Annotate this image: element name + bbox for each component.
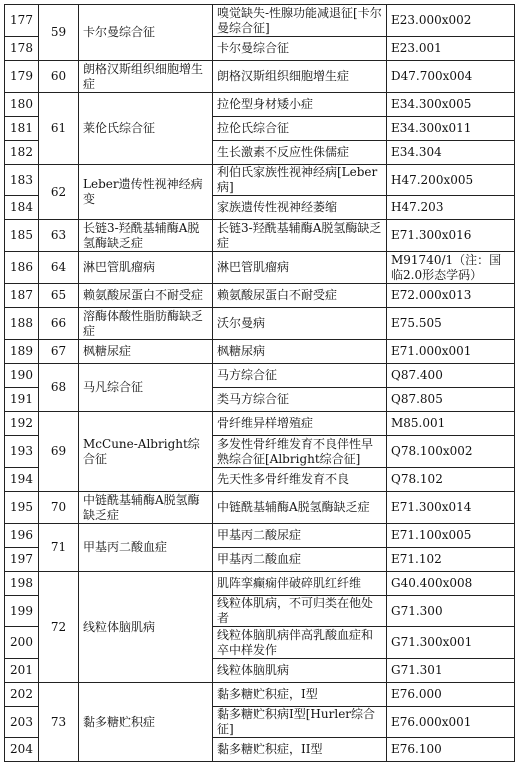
row-number: 180 (5, 93, 39, 117)
disease-number: 59 (39, 5, 79, 61)
disease-number: 63 (39, 220, 79, 252)
diagnosis-code: G71.301 (387, 659, 515, 683)
table-row (5, 340, 515, 364)
diagnosis-name: 线粒体脑肌病伴高乳酸血症和卒中样发作 (213, 627, 387, 659)
diagnosis-code: E75.505 (387, 308, 515, 340)
row-number: 193 (5, 436, 39, 468)
row-number: 192 (5, 412, 39, 436)
diagnosis-code: E23.001 (387, 37, 515, 61)
disease-name: McCune-Albright综合征 (79, 412, 213, 492)
disease-name: 甲基丙二酸血症 (79, 524, 213, 572)
disease-name: 卡尔曼综合征 (79, 5, 213, 61)
diagnosis-code: E71.100x005 (387, 524, 515, 548)
diagnosis-code: E71.102 (387, 548, 515, 572)
disease-name: 枫糖尿症 (79, 340, 213, 364)
diagnosis-code: Q87.805 (387, 388, 515, 412)
diagnosis-code: E71.000x001 (387, 340, 515, 364)
disease-number: 68 (39, 364, 79, 412)
table-row (5, 683, 515, 707)
disease-name: 黏多糖贮积症 (79, 683, 213, 762)
diagnosis-code: E34.304 (387, 141, 515, 165)
diagnosis-name: 拉伦氏综合征 (213, 117, 387, 141)
disease-number: 73 (39, 683, 79, 762)
diagnosis-name: 线粒体肌病，不可归类在他处者 (213, 596, 387, 627)
diagnosis-name: 卡尔曼综合征 (213, 37, 387, 61)
diagnosis-name: 中链酰基辅酶A脱氢酶缺乏症 (213, 492, 387, 524)
disease-number: 64 (39, 252, 79, 284)
diagnosis-name: 嗅觉缺失-性腺功能减退征[卡尔曼综合征] (213, 5, 387, 37)
table-row (5, 61, 515, 93)
row-number: 199 (5, 596, 39, 627)
diagnosis-code: G40.400x008 (387, 572, 515, 596)
row-number: 182 (5, 141, 39, 165)
diagnosis-code: E23.000x002 (387, 5, 515, 37)
disease-name: 马凡综合征 (79, 364, 213, 412)
diagnosis-name: 甲基丙二酸尿症 (213, 524, 387, 548)
diagnosis-name: 骨纤维异样增殖症 (213, 412, 387, 436)
table-row (5, 284, 515, 308)
diagnosis-name: 甲基丙二酸血症 (213, 548, 387, 572)
diagnosis-code: E34.300x011 (387, 117, 515, 141)
diagnosis-name: 生长激素不反应性侏儒症 (213, 141, 387, 165)
table-row (5, 165, 515, 196)
row-number: 197 (5, 548, 39, 572)
diagnosis-name: 朗格汉斯组织细胞增生症 (213, 61, 387, 93)
diagnosis-name: 黏多糖贮积病I型[Hurler综合征] (213, 707, 387, 738)
row-number: 178 (5, 37, 39, 61)
diagnosis-name: 拉伦型身材矮小症 (213, 93, 387, 117)
diagnosis-code: H47.203 (387, 196, 515, 220)
disease-number: 60 (39, 61, 79, 93)
disease-name: 赖氨酸尿蛋白不耐受症 (79, 284, 213, 308)
diagnosis-name: 黏多糖贮积症，II型 (213, 738, 387, 762)
diagnosis-name: 枫糖尿病 (213, 340, 387, 364)
row-number: 179 (5, 61, 39, 93)
diagnosis-name: 黏多糖贮积症，I型 (213, 683, 387, 707)
disease-number: 62 (39, 165, 79, 220)
diagnosis-name: 淋巴管肌瘤病 (213, 252, 387, 284)
diagnosis-code: E71.300x014 (387, 492, 515, 524)
table-row (5, 93, 515, 117)
table-row (5, 492, 515, 524)
row-number: 190 (5, 364, 39, 388)
row-number: 198 (5, 572, 39, 596)
disease-name: 中链酰基辅酶A脱氢酶缺乏症 (79, 492, 213, 524)
diagnosis-code: Q78.102 (387, 468, 515, 492)
diagnosis-code: M91740/1（注：国临2.0形态学码） (387, 252, 515, 284)
row-number: 202 (5, 683, 39, 707)
table-row (5, 5, 515, 37)
disease-name: 线粒体脑肌病 (79, 572, 213, 683)
disease-number: 66 (39, 308, 79, 340)
disease-name: Leber遗传性视神经病变 (79, 165, 213, 220)
table-row (5, 572, 515, 596)
row-number: 183 (5, 165, 39, 196)
diagnosis-name: 线粒体脑肌病 (213, 659, 387, 683)
diagnosis-name: 利伯氏家族性视神经病[Leber病] (213, 165, 387, 196)
row-number: 194 (5, 468, 39, 492)
diagnosis-code: H47.200x005 (387, 165, 515, 196)
diagnosis-code: Q87.400 (387, 364, 515, 388)
diagnosis-code: Q78.100x002 (387, 436, 515, 468)
disease-number: 69 (39, 412, 79, 492)
table-row (5, 364, 515, 388)
diagnosis-code: E34.300x005 (387, 93, 515, 117)
disease-number: 70 (39, 492, 79, 524)
row-number: 186 (5, 252, 39, 284)
diagnosis-name: 类马方综合征 (213, 388, 387, 412)
row-number: 189 (5, 340, 39, 364)
disease-number: 67 (39, 340, 79, 364)
row-number: 187 (5, 284, 39, 308)
row-number: 201 (5, 659, 39, 683)
table-row (5, 252, 515, 284)
diagnosis-code: E71.300x016 (387, 220, 515, 252)
row-number: 191 (5, 388, 39, 412)
row-number: 203 (5, 707, 39, 738)
disease-number: 61 (39, 93, 79, 165)
diagnosis-code: G71.300 (387, 596, 515, 627)
disease-name: 朗格汉斯组织细胞增生症 (79, 61, 213, 93)
row-number: 196 (5, 524, 39, 548)
row-number: 188 (5, 308, 39, 340)
diagnosis-code: D47.700x004 (387, 61, 515, 93)
table-row (5, 524, 515, 548)
row-number: 200 (5, 627, 39, 659)
disease-number: 71 (39, 524, 79, 572)
disease-number: 65 (39, 284, 79, 308)
diagnosis-name: 沃尔曼病 (213, 308, 387, 340)
diagnosis-name: 家族遗传性视神经萎缩 (213, 196, 387, 220)
diagnosis-code: E76.100 (387, 738, 515, 762)
disease-number: 72 (39, 572, 79, 683)
row-number: 177 (5, 5, 39, 37)
diagnosis-code: E76.000 (387, 683, 515, 707)
diagnosis-name: 先天性多骨纤维发育不良 (213, 468, 387, 492)
disease-name: 淋巴管肌瘤病 (79, 252, 213, 284)
diagnosis-code: E76.000x001 (387, 707, 515, 738)
row-number: 204 (5, 738, 39, 762)
row-number: 181 (5, 117, 39, 141)
table-row (5, 412, 515, 436)
diagnosis-name: 多发性骨纤维发育不良伴性早熟综合征[Albright综合征] (213, 436, 387, 468)
row-number: 195 (5, 492, 39, 524)
diagnosis-name: 马方综合征 (213, 364, 387, 388)
rare-disease-table (4, 4, 515, 762)
row-number: 185 (5, 220, 39, 252)
table-row (5, 220, 515, 252)
table-row (5, 308, 515, 340)
diagnosis-code: G71.300x001 (387, 627, 515, 659)
diagnosis-code: E72.000x013 (387, 284, 515, 308)
row-number: 184 (5, 196, 39, 220)
diagnosis-name: 肌阵挛癫痫伴破碎肌红纤维 (213, 572, 387, 596)
disease-name: 溶酶体酸性脂肪酶缺乏症 (79, 308, 213, 340)
disease-name: 长链3-羟酰基辅酶A脱氢酶缺乏症 (79, 220, 213, 252)
diagnosis-code: M85.001 (387, 412, 515, 436)
diagnosis-name: 长链3-羟酰基辅酶A脱氢酶缺乏症 (213, 220, 387, 252)
disease-name: 莱伦氏综合征 (79, 93, 213, 165)
diagnosis-name: 赖氨酸尿蛋白不耐受症 (213, 284, 387, 308)
